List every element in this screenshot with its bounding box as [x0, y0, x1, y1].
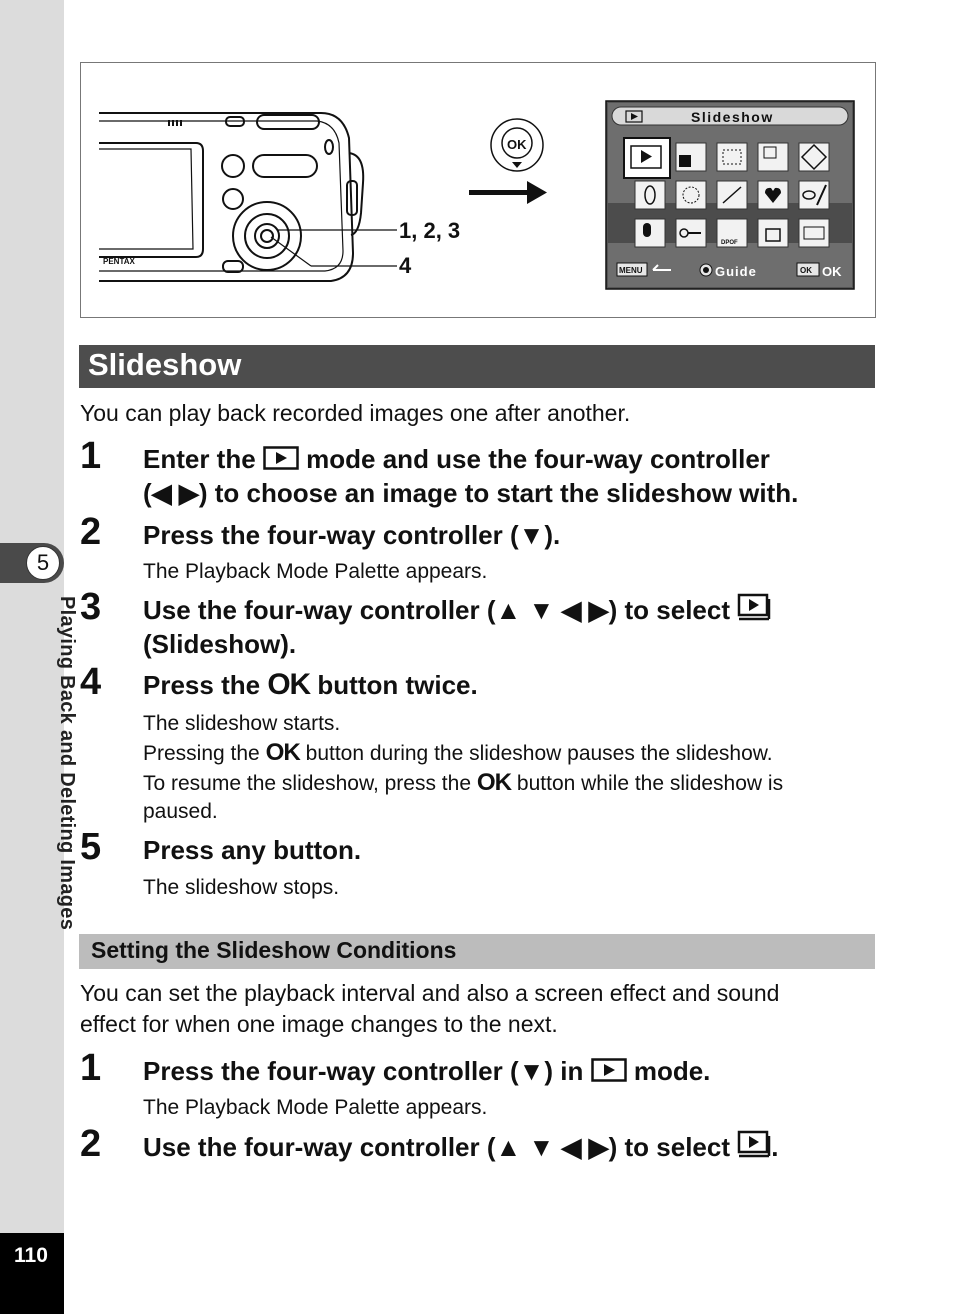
subsection-intro-line2: effect for when one image changes to the next.: [80, 1011, 558, 1037]
step-4-note1: The slideshow starts.: [143, 712, 341, 735]
chapter-title: Playing Back and Deleting Images: [56, 596, 78, 931]
subsection-heading: Setting the Slideshow Conditions: [79, 934, 875, 969]
rotate-icon: [799, 143, 829, 171]
footer-ok-label: OK: [822, 264, 842, 279]
filter-icon: [635, 181, 665, 209]
ok-glyph: OK: [476, 769, 512, 796]
step-4-note4: paused.: [143, 800, 218, 823]
illustration-frame: [80, 62, 876, 318]
image-recovery-icon: [758, 219, 788, 247]
step-1-line2: (◀ ▶) to choose an image to start the slideshow with.: [143, 478, 799, 508]
subsection-intro-line1: You can set the playback interval and also a screen effect and sound: [80, 980, 780, 1006]
step-4-note3: To resume the slideshow, press the OK button while the slideshow is: [143, 769, 784, 796]
section-intro: You can play back recorded images one after another.: [80, 400, 631, 426]
callout-step4-label: 4: [399, 253, 412, 278]
step-4-text: Press the OK button twice.: [143, 668, 478, 701]
step-5-note: The slideshow stops.: [143, 876, 340, 899]
sub-step-1-text: Press the four-way controller (▼) in mode.: [143, 1054, 710, 1090]
screen-title: Slideshow: [691, 109, 774, 125]
step-3-number: 3: [80, 586, 102, 628]
step-2-note: The Playback Mode Palette appears.: [143, 560, 488, 583]
page-number: 110: [14, 1244, 48, 1267]
step-5-text: Press any button.: [143, 835, 362, 865]
sub-step-2-number: 2: [80, 1123, 102, 1165]
step-4-note2: Pressing the OK button during the slideshow pauses the slideshow.: [143, 739, 773, 766]
footer-ok-icon-label: OK: [800, 266, 812, 275]
step-3-line2: (Slideshow).: [143, 629, 297, 659]
step-2-text: Press the four-way controller (▼).: [143, 520, 561, 550]
ok-glyph: OK: [265, 739, 300, 766]
callout-line-ok: [271, 237, 311, 266]
step-1-line1: Enter the mode and use the four-way controller: [143, 442, 770, 478]
step-2-number: 2: [80, 511, 102, 553]
arrow-right-icon: [469, 181, 547, 204]
sub-step-1-number: 1: [80, 1047, 102, 1089]
footer-menu-label: MENU: [619, 266, 643, 275]
step-5-number: 5: [80, 826, 102, 868]
step-3-line1: Use the four-way controller (▲ ▼ ◀ ▶) to select: [143, 593, 771, 629]
sub-step-1-note: The Playback Mode Palette appears.: [143, 1096, 488, 1119]
section-heading: Slideshow: [79, 345, 875, 388]
camera-body: [99, 113, 363, 281]
footer-guide-label: Guide: [715, 264, 757, 279]
slideshow-icon: [737, 593, 771, 629]
callout-steps-label: 1, 2, 3: [399, 218, 461, 243]
dpof-label: DPOF: [721, 240, 738, 246]
camera-brand: PENTAX: [103, 257, 135, 266]
chapter-number: 5: [26, 546, 60, 580]
playback-mode-icon: [591, 1056, 627, 1090]
playback-mode-icon: [263, 444, 299, 478]
step-4-number: 4: [80, 661, 102, 703]
sub-step-2-text: Use the four-way controller (▲ ▼ ◀ ▶) to select .: [143, 1130, 778, 1166]
ok-glyph: OK: [267, 668, 311, 701]
camera-illustration: [81, 63, 875, 317]
ok-button-label: OK: [507, 137, 527, 152]
trimming-icon: [717, 143, 747, 171]
digital-filter-icon: [676, 181, 706, 209]
step-1-number: 1: [80, 435, 102, 477]
slideshow-icon: [737, 1130, 771, 1166]
